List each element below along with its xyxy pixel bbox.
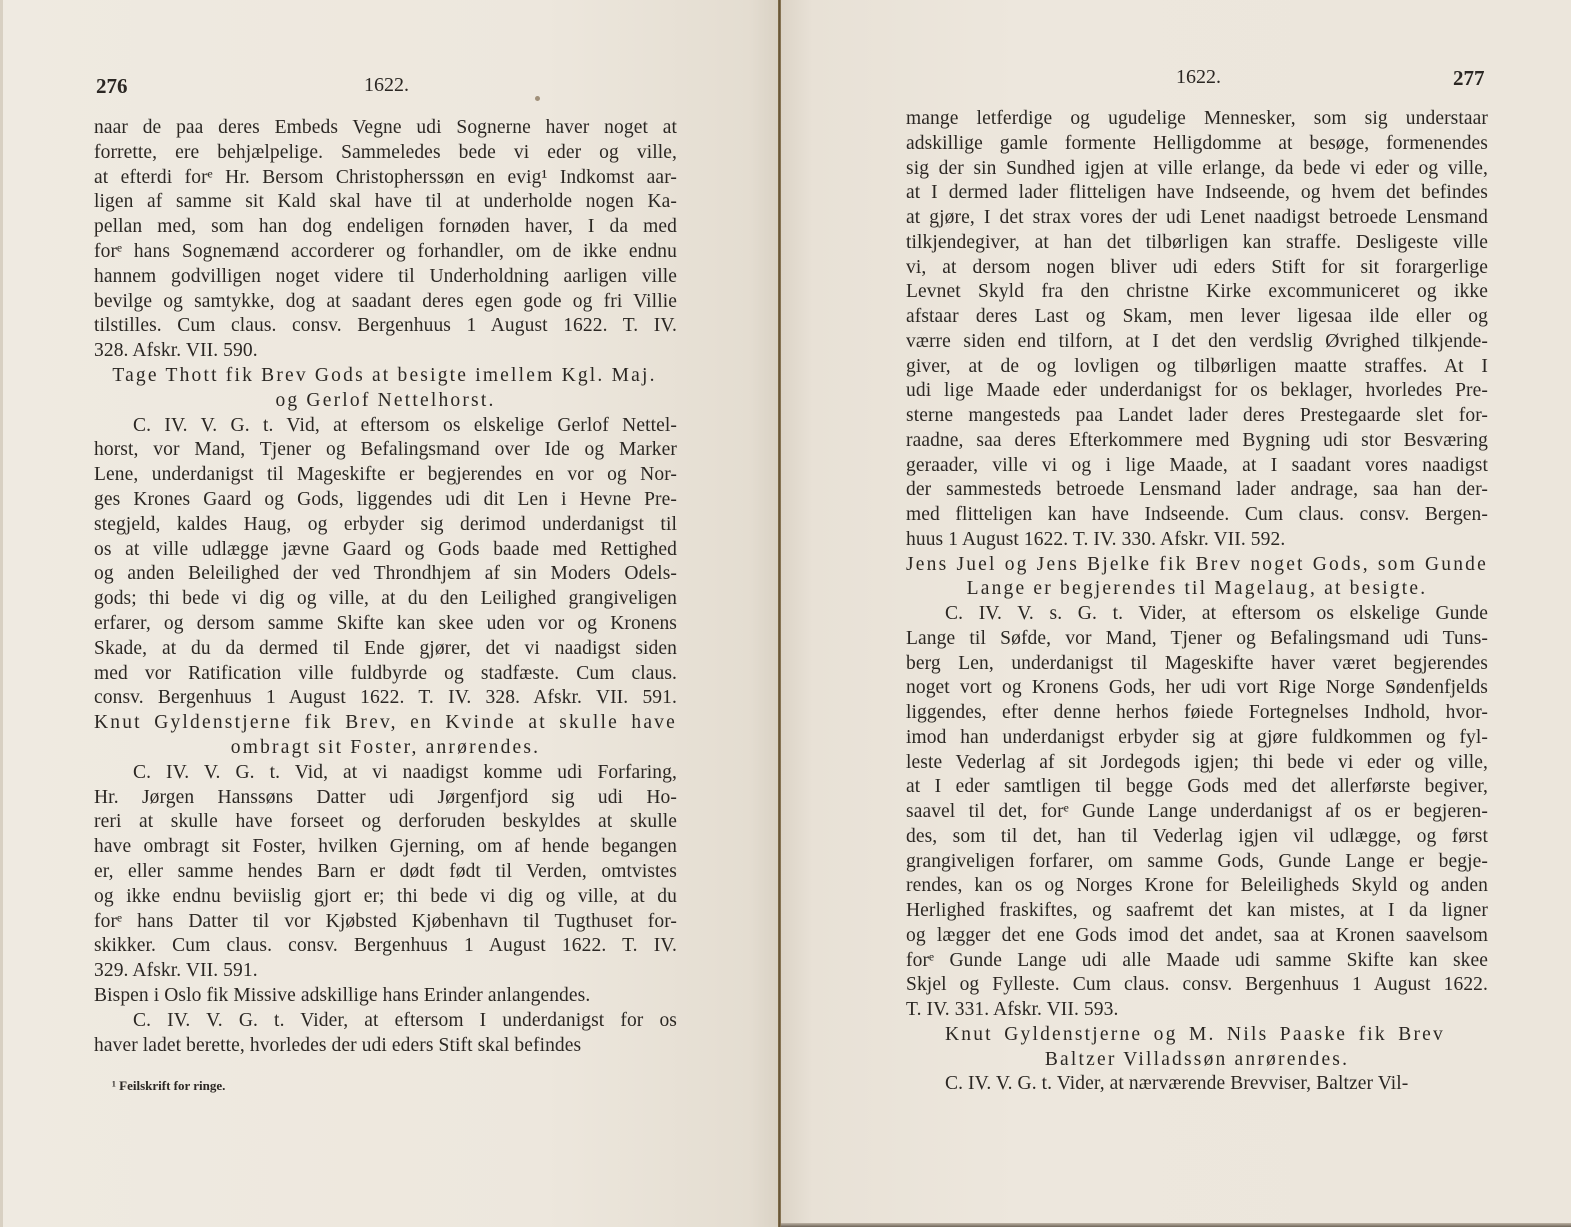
text-line: T. IV. 331. Afskr. VII. 593. (906, 999, 1119, 1020)
text-line: raadne, saa deres Efterkommere med Bygning udi stor Besværing (906, 429, 1488, 451)
text-line: erfarer, og dersom samme Skifte kan skee uden vor og Kronens (94, 613, 677, 634)
text-line: hannem godvilligen noget videre til Underholdning aarligen ville (94, 265, 677, 287)
text-line: med vor Ratification ville fuldbyrde og stadfæste. Cum claus. (94, 662, 677, 684)
entry-heading: Lange er begjerendes til Magelaug, at besigte. (966, 578, 1428, 600)
text-line: leste Vederlag af sit Jordegods igjen; thi bede vi eder og ville, (906, 751, 1488, 773)
text-line: mange letferdige og ugudelige Mennesker, som sig understaar (906, 108, 1488, 129)
text-line: ligen af samme sit Kald skal have til at underholde nogen Ka- (94, 191, 677, 213)
text-line: og anden Beleilighed der ved Throndhjem af sin Moders Odels- (94, 563, 677, 585)
page-edge (0, 0, 3, 1227)
text-line: skikker. Cum claus. consv. Bergenhuus 1 August 1622. T. IV. (94, 935, 677, 957)
text-line: værre siden end tilforn, at I det den verdslig Øvrighed tilkjende- (906, 330, 1488, 352)
text-line: gods; thi bede vi dig og ville, at du den Leilighed grangiveligen (94, 588, 677, 610)
text-line: er, eller samme hendes Barn er dødt født til Verden, omtvistes (94, 861, 677, 882)
text-line: imod han underdanigst erbyder sig at gjøre fuldkommen og fyl- (906, 726, 1488, 748)
text-line: tilkjendegiver, at han det tilbørligen kan straffe. Desligeste ville (906, 231, 1488, 253)
text-line: liggendes, efter denne herhos føiede Fortegnelses Indhold, hvor- (906, 702, 1488, 723)
text-line: noget vort og Kronens Gods, her udi vort Rige Norge Søndenfjelds (906, 677, 1488, 699)
text-line: giver, at de og lovligen og tilbørligen maatte straffes. At I (906, 355, 1488, 377)
right-page (781, 0, 1571, 1227)
text-line: forᵉ Gunde Lange udi alle Maade udi samme Skifte kan skee (906, 949, 1488, 971)
text-line: C. IV. V. G. t. Vider, at nærværende Brevviser, Baltzer Vil- (945, 1073, 1409, 1095)
running-head: 1622. (1176, 66, 1221, 88)
text-line: rendes, kan os og Norges Krone for Beleiligheds Skyld og anden (906, 875, 1488, 897)
entry-heading: Knut Gyldenstjerne fik Brev, en Kvinde at skulle have (94, 712, 677, 734)
left-page (0, 0, 780, 1227)
text-line: stegjeld, kaldes Haug, og erbyder sig derimod underdanigst til (94, 513, 677, 535)
text-line: grangiveligen forfarer, om samme Gods, Gunde Lange er begje- (906, 850, 1488, 872)
entry-heading: Bispen i Oslo fik Missive adskillige hans Erinder anlangendes. (94, 985, 591, 1006)
text-line: bevilge og samtykke, dog at saadant deres egen gode og fri Villie (94, 290, 677, 312)
text-line: at I eder samtligen til begge Gods med det allerførste begiver, (906, 776, 1488, 798)
page-number: 277 (1453, 66, 1485, 90)
text-line: 328. Afskr. VII. 590. (94, 340, 258, 362)
entry-heading: Jens Juel og Jens Bjelke fik Brev noget Gods, som Gunde (906, 553, 1488, 575)
text-line: Lene, underdanigst til Mageskifte er begjerendes en vor og Nor- (94, 464, 677, 486)
text-line: os at ville udlægge jævne Gaard og Gods baade med Rettighed (94, 538, 677, 560)
text-line: Skade, at du da dermed til Ende gjører, det vi naadigst siden (94, 637, 677, 659)
text-line: berg Len, underdanigst til Mageskifte haver været begjerendes (906, 652, 1488, 674)
text-line: naar de paa deres Embeds Vegne udi Sognerne haver noget at (94, 117, 677, 138)
text-line: at I dermed lader flitteligen have Indseende, og hvem det befindes (906, 182, 1488, 204)
text-line: have ombragt sit Foster, hvilken Gjerning, om af hende begangen (94, 836, 677, 858)
text-line: med flitteligen kan have Indseende. Cum claus. consv. Bergen- (906, 504, 1488, 525)
text-line: og ikke endnu beviislig gjort er; thi bede vi dig og ville, at du (94, 885, 677, 907)
text-line: at efterdi forᵉ Hr. Bersom Christopherssøn en evig¹ Indkomst aar- (94, 166, 677, 188)
text-line: 329. Afskr. VII. 591. (94, 960, 258, 982)
text-line: C. IV. V. G. t. Vid, at eftersom os elskelige Gerlof Nettel- (133, 414, 677, 436)
text-line: adskillige gamle formente Helligdomme at besøge, formenendes (906, 132, 1488, 154)
entry-heading: Baltzer Villadssøn anrørendes. (1044, 1048, 1350, 1070)
paper-speck (535, 96, 540, 101)
text-line: og lægger det ene Gods imod det andet, saa at Kronen saavelsom (906, 924, 1488, 946)
page-number: 276 (96, 74, 128, 98)
text-line: C. IV. V. s. G. t. Vider, at eftersom os elskelige Gunde (945, 603, 1488, 624)
text-line: forᵉ hans Datter til vor Kjøbsted Kjøbenhavn til Tugthuset for- (94, 910, 677, 932)
text-line: tilstilles. Cum claus. consv. Bergenhuus 1 August 1622. T. IV. (94, 315, 677, 337)
text-line: vi, at dersom nogen bliver udi eders Stift for sit forargerlige (906, 256, 1488, 278)
text-line: ges Krones Gaard og Gods, liggendes udi dit Len i Hevne Pre- (94, 489, 677, 510)
text-line: Lange til Søfde, vor Mand, Tjener og Befalingsmand udi Tuns- (906, 627, 1488, 649)
entry-heading: og Gerlof Nettelhorst. (275, 389, 496, 411)
text-line: Levnet Skyld fra den christne Kirke excommuniceret og ikke (906, 281, 1488, 303)
text-line: reri at skulle have forseet og derforuden beskyldes at skulle (94, 811, 677, 833)
footnote: ¹ Feilskrift for ringe. (112, 1078, 226, 1093)
entry-heading: Knut Gyldenstjerne og M. Nils Paaske fik Brev (945, 1023, 1445, 1045)
text-line: sig der sin Sundhed igjen at ville erlange, da bede vi eder og ville, (906, 157, 1488, 179)
text-line: sterne mangesteds paa Landet lader deres Prestegaarde slet for- (906, 405, 1488, 426)
text-line: afstaar deres Last og Skam, men lever ligesaa ilde eller og (906, 306, 1488, 327)
text-line: at gjøre, I det strax vores der udi Lenet naadigst betroede Lensmand (906, 207, 1488, 228)
text-line: forrette, ere behjælpelige. Sammeledes bede vi eder og ville, (94, 141, 677, 163)
text-line: haver ladet berette, hvorledes der udi eders Stift skal befindes (94, 1034, 582, 1056)
text-line: pellan med, som han dog endeligen fornøden haver, I da med (94, 216, 677, 238)
text-line: geraader, ville vi og i lige Maade, at I saadant vores naadigst (906, 454, 1488, 476)
text-line: huus 1 August 1622. T. IV. 330. Afskr. VII. 592. (906, 528, 1286, 550)
text-line: Herlighed fraskiftes, og saafremt det kan mistes, at I da ligner (906, 900, 1488, 921)
text-line: des, som til det, han til Vederlag igjen vil udlægge, og først (906, 825, 1488, 847)
text-line: der sammesteds betroede Lensmand lader andrage, saa han der- (906, 479, 1488, 501)
text-line: udi lige Maade eder underdanigst for os beklager, hvorledes Pre- (906, 380, 1488, 402)
text-line: forᵉ hans Sognemænd accorderer og forhandler, om de ikke endnu (94, 241, 677, 262)
text-line: C. IV. V. G. t. Vider, at eftersom I underdanigst for os (133, 1009, 677, 1031)
page-bottom-edge (781, 1223, 1571, 1227)
text-line: saavel til det, forᵉ Gunde Lange underdanigst af os er begjeren- (906, 801, 1488, 822)
entry-heading: ombragt sit Foster, anrørendes. (230, 737, 541, 758)
text-line: Hr. Jørgen Hanssøns Datter udi Jørgenfjord sig udi Ho- (94, 786, 677, 808)
text-line: horst, vor Mand, Tjener og Befalingsmand over Ide og Marker (94, 439, 677, 461)
text-line: Skjel og Fylleste. Cum claus. consv. Bergenhuus 1 August 1622. (906, 974, 1488, 996)
text-line: consv. Bergenhuus 1 August 1622. T. IV. 328. Afskr. VII. 591. (94, 687, 677, 709)
running-head: 1622. (364, 74, 409, 96)
entry-heading: Tage Thott fik Brev Gods at besigte imellem Kgl. Maj. (112, 365, 657, 386)
text-line: C. IV. V. G. t. Vid, at vi naadigst komme udi Forfaring, (133, 761, 677, 783)
